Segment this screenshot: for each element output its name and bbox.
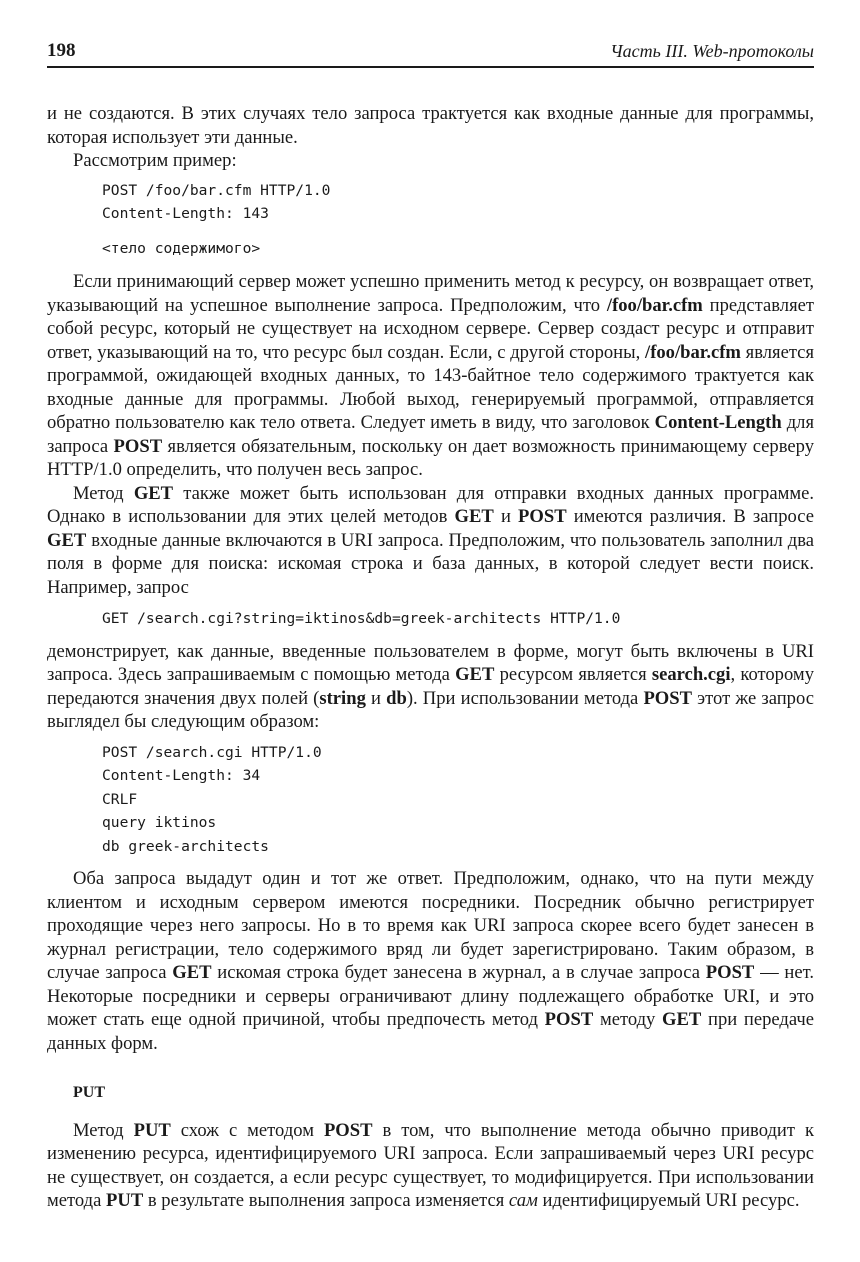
paragraph-get-input: Метод GET также может быть использован для отправки входных данных программе. Однако в использовании для этих целей методов GET и POST имеются различия. В запросе GET входные данные включаются в URI запроса. Предположим, что пользователь заполнил два поля в форме для поиска: искомая строка и база данных, в которой следует вести поиск. Например, запрос xyxy=(47,482,815,598)
code-line: <тело содержимого> xyxy=(102,239,261,257)
code-block-body-placeholder xyxy=(102,237,814,261)
paragraph-put-method: Метод PUT схож с методом POST в том, что выполнение метода обычно приводит к изменению ресурса, идентифицируемого URI запроса. Если запрашиваемый через URI ресурс не существует, он создается, а если ресурс существует, то модифицируется. При использовании метода PUT в результате выполнения запроса изменяется сам идентифицируемый URI ресурс. xyxy=(47,1119,814,1211)
code-line: POST /foo/bar.cfm HTTP/1.0 xyxy=(102,181,331,199)
page-number: 198 xyxy=(47,40,76,61)
section-heading-put: PUT xyxy=(73,1084,105,1101)
paragraph-continuation: и не создаются. В этих случаях тело запроса трактуется как входные данные для программы, которая использует эти данные. xyxy=(47,103,814,148)
code-line: CRLF xyxy=(102,790,138,808)
code-line: Content-Length: 34 xyxy=(102,767,261,784)
code-line: Content-Length: 143 xyxy=(102,205,269,222)
code-block-get-request xyxy=(102,607,814,631)
paragraph-example-intro: Рассмотрим пример: xyxy=(73,150,237,171)
paragraph-get-demonstration: демонстрирует, как данные, введенные пользователем в форме, могут быть включены в URI запроса. Здесь запрашиваемым с помощью метода GET ресурсом является search.cgi, которому передаются значения двух полей (string и db). При использовании метода POST этот же запрос выглядел бы следующим образом: xyxy=(47,640,814,732)
book-page xyxy=(47,38,814,1213)
code-line: POST /search.cgi HTTP/1.0 xyxy=(102,743,322,761)
code-line: db greek-architects xyxy=(102,837,269,855)
running-head: Часть III. Web-протоколы xyxy=(610,41,814,61)
code-block-post-example xyxy=(102,179,814,226)
code-line: query iktinos xyxy=(102,814,217,831)
page-body xyxy=(47,102,814,1213)
code-line: GET /search.cgi?string=iktinos&db=greek-architects HTTP/1.0 xyxy=(102,610,621,627)
code-block-post-search xyxy=(102,741,814,859)
paragraph-intermediaries: Оба запроса выдадут один и тот же ответ. Предположим, однако, что на пути между клиентом и исходным сервером имеются посредники. Посредник обычно регистрирует проходящие через него запросы. Но в то время как URI запроса скорее всего будет занесен в журнал регистрации, тело содержимого вряд ли будет зарегистрировано. Таким образом, в случае запроса GET искомая строка будет занесена в журнал, а в случае запроса POST — нет. Некоторые посредники и серверы ограничивают длину подлежащего обработке URI, и это может стать еще одной причиной, чтобы предпочесть метод POST методу GET при передаче данных форм. xyxy=(47,868,814,1054)
paragraph-post-response: Если принимающий сервер может успешно применить метод к ресурсу, он возвращает ответ, указывающий на успешное выполнение запроса. Предположим, что /foo/bar.cfm представляет собой ресурс, который не существует на исходном сервере. Сервер создаст ресурс и отправит ответ, указывающий на то, что ресурс был создан. Если, с другой стороны, /foo/bar.cfm является программой, ожидающей входных данных, то 143-байтное тело содержимого трактуется как входные данные для программы. Любой выход, генерируемый программой, отправляется обратно пользователю как тело ответа. Следует иметь в виду, что заголовок Content-Length для запроса POST является обязательным, поскольку он дает возможность принимающему серверу HTTP/1.0 определить, что получен весь запрос. xyxy=(47,271,814,480)
page-header xyxy=(47,38,814,68)
